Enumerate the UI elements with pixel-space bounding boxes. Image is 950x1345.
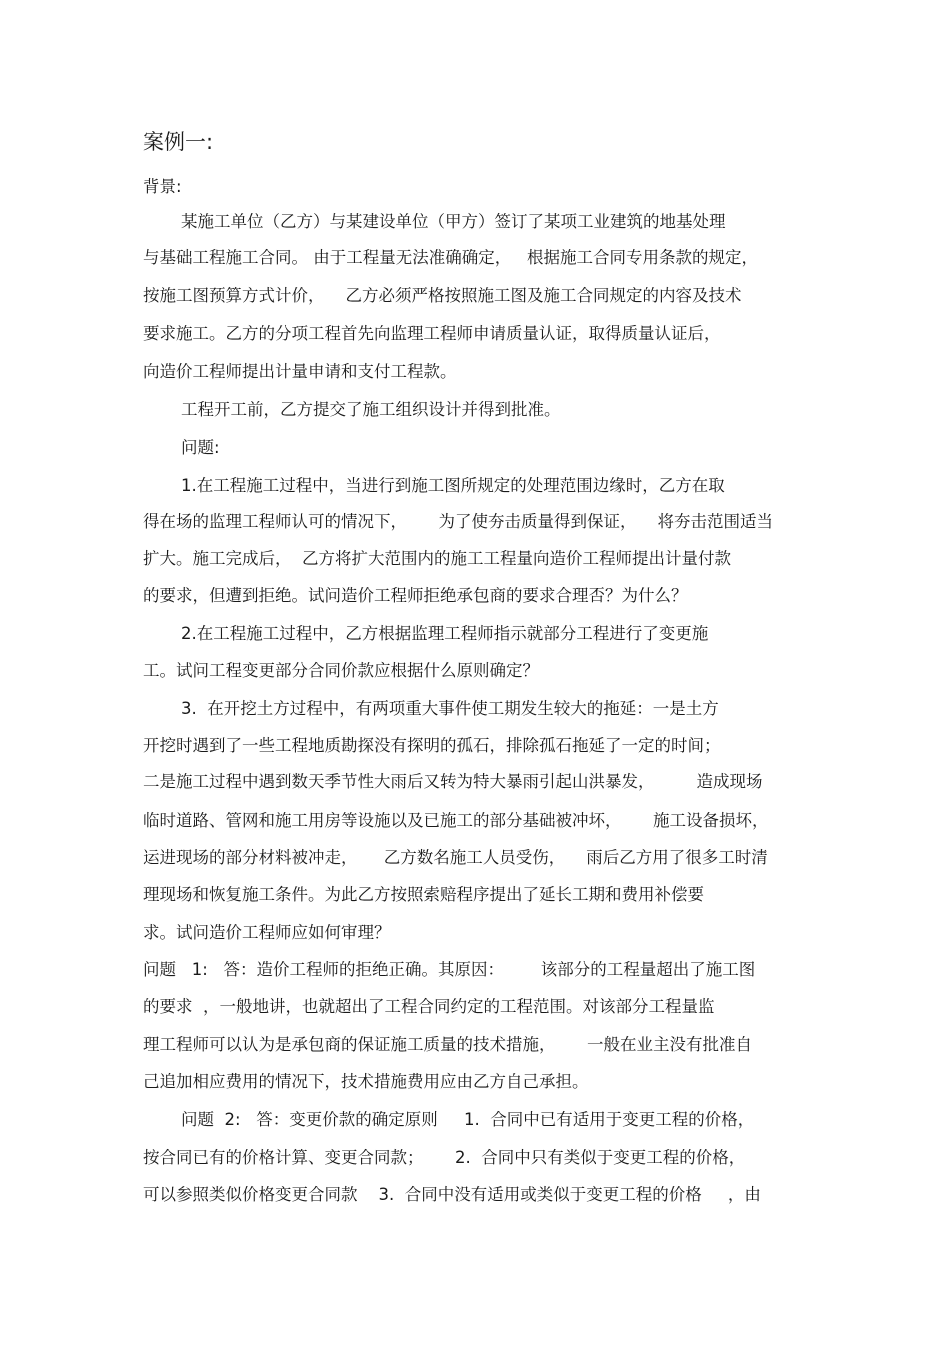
text-line: 按合同已有的价格计算、变更合同款； 2. 合同中只有类似于变更工程的价格， <box>143 1148 746 1167</box>
text-line: 某施工单位（乙方）与某建设单位（甲方）签订了某项工业建筑的地基处理 <box>181 212 726 231</box>
text-line: 背景: <box>143 177 182 196</box>
page-title: 案例一: <box>143 130 214 154</box>
text-line: 可以参照类似价格变更合同款 3. 合同中没有适用或类似于变更工程的价格 ，由 <box>143 1185 761 1204</box>
text-line: 临时道路、管网和施工用房等设施以及已施工的部分基础被冲坏， 施工设备损坏， <box>143 811 769 830</box>
text-line: 开挖时遇到了一些工程地质勘探没有探明的孤石，排除孤石拖延了一定的时间； <box>143 736 721 755</box>
text-line: 问题: <box>181 438 220 457</box>
text-line: 向造价工程师提出计量申请和支付工程款。 <box>143 362 457 381</box>
text-line: 扩大。施工完成后， 乙方将扩大范围内的施工工程量向造价工程师提出计量付款 <box>143 549 731 568</box>
text-line: 己追加相应费用的情况下，技术措施费用应由乙方自己承担。 <box>143 1072 589 1091</box>
text-line: 理工程师可以认为是承包商的保证施工质量的技术措施， 一般在业主没有批准自 <box>143 1035 752 1054</box>
text-line: 问题 1: 答：造价工程师的拒绝正确。其原因： 该部分的工程量超出了施工图 <box>143 960 756 979</box>
text-line: 工。试问工程变更部分合同价款应根据什么原则确定？ <box>143 661 539 680</box>
text-line: 理现场和恢复施工条件。为此乙方按照索赔程序提出了延长工期和费用补偿要 <box>143 885 704 904</box>
text-line: 工程开工前，乙方提交了施工组织设计并得到批准。 <box>181 400 561 419</box>
text-line: 2.在工程施工过程中，乙方根据监理工程师指示就部分工程进行了变更施 <box>181 624 709 643</box>
text-line: 3. 在开挖土方过程中，有两项重大事件使工期发生较大的拖延：一是土方 <box>181 699 719 718</box>
text-line: 的要求，但遭到拒绝。试问造价工程师拒绝承包商的要求合理否？为什么？ <box>143 586 688 605</box>
text-line: 按施工图预算方式计价， 乙方必须严格按照施工图及施工合同规定的内容及技术 <box>143 286 742 305</box>
text-line: 的要求 ，一般地讲，也就超出了工程合同约定的工程范围。对该部分工程量监 <box>143 997 715 1016</box>
text-line: 1.在工程施工过程中，当进行到施工图所规定的处理范围边缘时，乙方在取 <box>181 476 725 495</box>
text-line: 与基础工程施工合同。 由于工程量无法准确确定， 根据施工合同专用条款的规定， <box>143 248 758 267</box>
text-line: 要求施工。乙方的分项工程首先向监理工程师申请质量认证，取得质量认证后， <box>143 324 721 343</box>
text-line: 二是施工过程中遇到数天季节性大雨后又转为特大暴雨引起山洪暴发， 造成现场 <box>143 772 763 791</box>
text-line: 得在场的监理工程师认可的情况下， 为了使夯击质量得到保证， 将夯击范围适当 <box>143 512 773 531</box>
text-line: 求。试问造价工程师应如何审理？ <box>143 923 391 942</box>
text-line: 问题 2: 答：变更价款的确定原则 1. 合同中已有适用于变更工程的价格， <box>181 1110 755 1129</box>
text-line: 运进现场的部分材料被冲走， 乙方数名施工人员受伤， 雨后乙方用了很多工时清 <box>143 848 768 867</box>
